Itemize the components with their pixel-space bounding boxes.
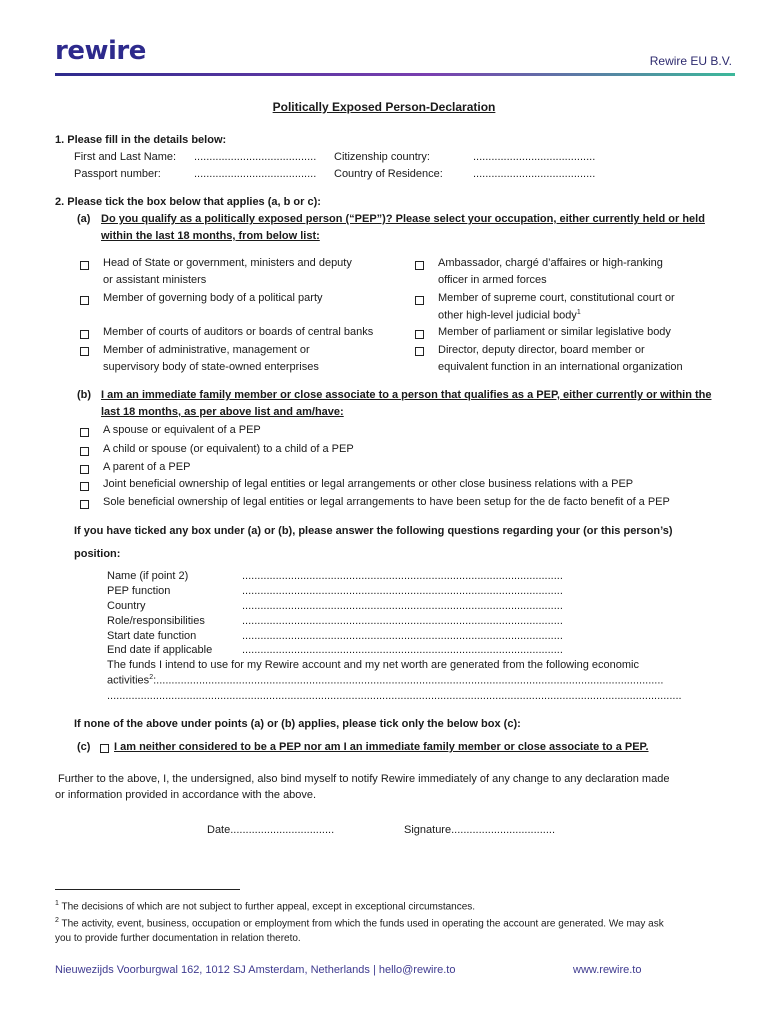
field-label-name: Name (if point 2) [107, 570, 189, 582]
field-role[interactable]: ......................................................................................................... [242, 615, 563, 627]
footnote-1-text: The decisions of which are not subject to further appeal, except in exceptional circumstances. [61, 901, 476, 913]
option-c-marker: (c) [77, 741, 91, 753]
option-b-marker: (b) [77, 389, 92, 401]
checkbox-international-org[interactable] [415, 347, 424, 356]
funds-field-line1[interactable]: : [153, 674, 157, 687]
date-field[interactable]: Date.................................. [207, 824, 335, 836]
option-international-org-cont: equivalent function in an international organization [438, 361, 683, 373]
passport-label: Passport number: [74, 168, 161, 180]
checkbox-supreme-court[interactable] [415, 296, 424, 305]
option-a-question: Do you qualify as a politically exposed person (“PEP”)? Please select your occupation, either currently held or held [101, 213, 705, 225]
option-not-pep: I am neither considered to be a PEP nor am I an immediate family member or close associate to a PEP. [114, 741, 649, 753]
funds-field-blank[interactable]: ...................................................................................................................................................................... [156, 674, 664, 687]
footnote-divider [55, 889, 240, 890]
checkbox-ambassador[interactable] [415, 261, 424, 270]
checkbox-parliament[interactable] [415, 330, 424, 339]
checkbox-parent[interactable] [80, 465, 89, 474]
option-political-party: Member of governing body of a political party [103, 292, 323, 304]
option-joint-ownership: Joint beneficial ownership of legal entities or legal arrangements or other close business relations with a PEP [103, 478, 634, 490]
checkbox-spouse[interactable] [80, 428, 89, 437]
option-spouse: A spouse or equivalent of a PEP [103, 424, 261, 436]
option-c-intro: If none of the above under points (a) or (b) applies, please tick only the below box (c): [74, 718, 521, 730]
company-name: Rewire EU B.V. [649, 54, 732, 68]
field-label-end-date: End date if applicable [107, 644, 213, 656]
funds-activities-label: activities [107, 674, 150, 687]
footnote-2-number: 2 [55, 917, 59, 924]
field-label-country: Country [107, 600, 146, 612]
field-end-date[interactable]: ......................................................................................................... [242, 644, 563, 656]
option-courts-auditors: Member of courts of auditors or boards of central banks [103, 326, 374, 338]
footnote-1-number: 1 [55, 900, 59, 907]
footnote-1 [55, 900, 475, 912]
field-start-date[interactable]: ......................................................................................................... [242, 630, 563, 642]
residence-field[interactable]: ........................................ [473, 168, 596, 180]
passport-field[interactable]: ........................................ [194, 168, 317, 180]
funds-statement: The funds I intend to use for my Rewire account and my net worth are generated from the following economic [107, 659, 639, 671]
option-parent: A parent of a PEP [103, 461, 191, 473]
rewire-logo: rewire [55, 36, 146, 66]
option-a-marker: (a) [77, 213, 91, 225]
field-label-pep-function: PEP function [107, 585, 171, 597]
footnote-2-cont: you to provide further documentation in relation thereto. [55, 933, 301, 944]
name-field[interactable]: ........................................ [194, 151, 317, 163]
option-supreme-court: Member of supreme court, constitutional court or [438, 292, 675, 304]
undertaking: Further to the above, I, the undersigned, also bind myself to notify Rewire immediately of any change to any declaration made [58, 773, 670, 785]
checkbox-not-pep[interactable] [100, 744, 109, 753]
footnote-ref-1: 1 [576, 309, 581, 316]
funds-field-line2[interactable]: ............................................................................................................................................................................................ [107, 690, 682, 702]
footer-email-link[interactable]: hello@rewire.to [378, 964, 456, 976]
option-international-org: Director, deputy director, board member or [438, 344, 645, 356]
option-ambassador-cont: officer in armed forces [438, 274, 547, 286]
option-head-of-state: Head of State or government, ministers and deputy [103, 257, 352, 269]
checkbox-state-enterprises[interactable] [80, 347, 89, 356]
checkbox-child[interactable] [80, 447, 89, 456]
field-label-role: Role/responsibilities [107, 615, 205, 627]
option-b-question-cont: last 18 months, as per above list and am/have: [101, 406, 344, 418]
funds-statement-cont [107, 674, 663, 687]
residence-label: Country of Residence: [334, 168, 443, 180]
section-2-heading: 2. Please tick the box below that applies (a, b or c): [55, 196, 321, 208]
name-label: First and Last Name: [74, 151, 177, 163]
checkbox-head-of-state[interactable] [80, 261, 89, 270]
undertaking-cont: or information provided in accordance with the above. [55, 789, 317, 801]
field-country[interactable]: ......................................................................................................... [242, 600, 563, 612]
footer-address: Nieuwezijds Voorburgwal 162, 1012 SJ Amsterdam, Netherlands | [55, 964, 379, 976]
option-supreme-court-text: other high-level judicial body [438, 309, 577, 322]
option-child: A child or spouse (or equivalent) to a child of a PEP [103, 443, 354, 455]
option-b-question: I am an immediate family member or close associate to a person that qualifies as a PEP, either currently or within the [101, 389, 712, 401]
option-a-question-cont: within the last 18 months, from below list: [101, 230, 320, 242]
footer-website-link[interactable]: www.rewire.to [573, 964, 642, 976]
field-pep-function[interactable]: ......................................................................................................... [242, 585, 563, 597]
position-intro-cont: position: [74, 548, 121, 560]
footnote-2-text: The activity, event, business, occupation or employment from which the funds used in operating the account are generated. We may ask [61, 918, 664, 930]
checkbox-courts-auditors[interactable] [80, 330, 89, 339]
section-1-heading: 1. Please fill in the details below: [55, 134, 227, 146]
footnote-ref-2: 2 [149, 674, 154, 681]
option-state-enterprises: Member of administrative, management or [103, 344, 310, 356]
checkbox-joint-ownership[interactable] [80, 482, 89, 491]
citizenship-field[interactable]: ........................................ [473, 151, 596, 163]
option-supreme-court-cont [438, 309, 581, 322]
position-intro: If you have ticked any box under (a) or (b), please answer the following questions regarding your (or this person’s) [74, 525, 673, 537]
option-state-enterprises-cont: supervisory body of state-owned enterprises [103, 361, 319, 373]
checkbox-political-party[interactable] [80, 296, 89, 305]
header-divider [55, 73, 735, 76]
field-name[interactable]: ......................................................................................................... [242, 570, 563, 582]
field-label-start-date: Start date function [107, 630, 197, 642]
option-head-of-state-cont: or assistant ministers [103, 274, 207, 286]
signature-field[interactable]: Signature.................................. [404, 824, 555, 836]
footnote-2 [55, 917, 664, 929]
citizenship-label: Citizenship country: [334, 151, 430, 163]
option-ambassador: Ambassador, chargé d’affaires or high-ranking [438, 257, 663, 269]
footer-contact [55, 964, 455, 976]
option-sole-ownership: Sole beneficial ownership of legal entities or legal arrangements to have been setup for the de facto benefit of a PEP [103, 496, 670, 508]
option-parliament: Member of parliament or similar legislative body [438, 326, 671, 338]
checkbox-sole-ownership[interactable] [80, 500, 89, 509]
document-title: Politically Exposed Person-Declaration [272, 100, 496, 114]
